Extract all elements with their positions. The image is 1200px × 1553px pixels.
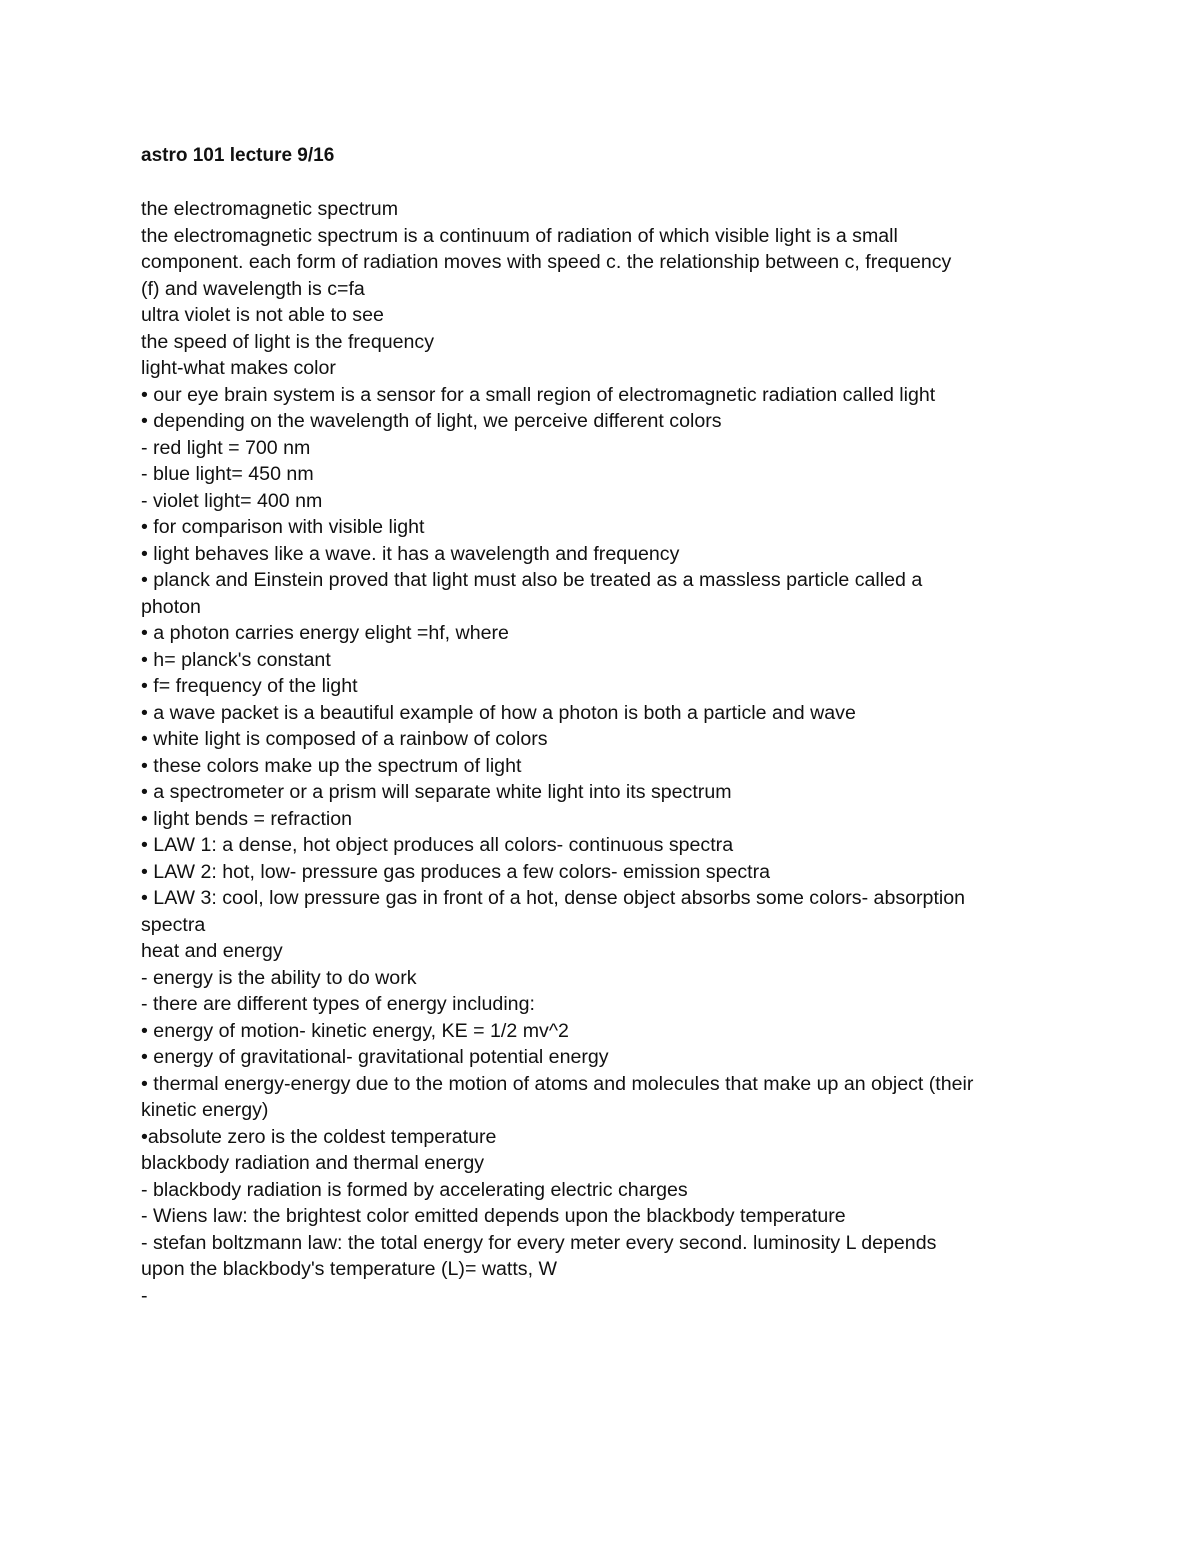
note-line: • energy of gravitational- gravitational potential energy xyxy=(141,1046,609,1068)
note-line: • f= frequency of the light xyxy=(141,675,358,697)
note-line: • depending on the wavelength of light, we perceive different colors xyxy=(141,410,722,432)
note-line: •absolute zero is the coldest temperature xyxy=(141,1125,497,1148)
note-line: • light bends = refraction xyxy=(141,807,353,830)
note-line: the electromagnetic spectrum xyxy=(141,198,399,220)
note-line: (f) and wavelength is c=fa xyxy=(141,277,365,300)
note-line: • planck and Einstein proved that light must also be treated as a massless particle called a xyxy=(141,569,923,591)
note-line: • LAW 1: a dense, hot object produces all colors- continuous spectra xyxy=(141,834,734,856)
document-content xyxy=(141,143,1081,1309)
note-line: component. each form of radiation moves with speed c. the relationship between c, frequency xyxy=(141,251,952,273)
note-line: - stefan boltzmann law: the total energy for every meter every second. luminosity L depends xyxy=(141,1231,937,1254)
note-line: - blue light= 450 nm xyxy=(141,463,314,485)
note-line: spectra xyxy=(141,913,206,936)
note-line: • for comparison with visible light xyxy=(141,516,425,538)
note-line: the speed of light is the frequency xyxy=(141,330,435,353)
note-line: kinetic energy) xyxy=(141,1099,269,1121)
note-line: ultra violet is not able to see xyxy=(141,304,384,326)
note-line: • LAW 2: hot, low- pressure gas produces a few colors- emission spectra xyxy=(141,860,771,883)
note-line: - blackbody radiation is formed by accelerating electric charges xyxy=(141,1178,688,1201)
notes-list xyxy=(141,196,1081,1309)
note-line: photon xyxy=(141,595,201,618)
note-line: light-what makes color xyxy=(141,357,336,379)
note-line: - there are different types of energy including: xyxy=(141,993,535,1015)
note-line: upon the blackbody's temperature (L)= watts, W xyxy=(141,1258,557,1280)
page-title: astro 101 lecture 9/16 xyxy=(141,145,335,166)
note-line: • light behaves like a wave. it has a wavelength and frequency xyxy=(141,542,680,565)
note-line: • thermal energy-energy due to the motion of atoms and molecules that make up an object (their xyxy=(141,1072,974,1095)
note-line: • LAW 3: cool, low pressure gas in front of a hot, dense object absorbs some colors- absorption xyxy=(141,887,966,909)
note-line: • white light is composed of a rainbow of colors xyxy=(141,728,548,750)
note-line: the electromagnetic spectrum is a continuum of radiation of which visible light is a small xyxy=(141,224,898,247)
note-line: - energy is the ability to do work xyxy=(141,966,417,989)
note-line: - violet light= 400 nm xyxy=(141,489,323,512)
note-line: • a wave packet is a beautiful example of how a photon is both a particle and wave xyxy=(141,701,856,724)
note-line: • energy of motion- kinetic energy, KE = 1/2 mv^2 xyxy=(141,1019,569,1042)
note-line: • a photon carries energy elight =hf, where xyxy=(141,622,509,644)
note-line: - red light = 700 nm xyxy=(141,436,311,459)
note-line: heat and energy xyxy=(141,940,283,962)
note-line: blackbody radiation and thermal energy xyxy=(141,1152,485,1174)
note-line: • h= planck's constant xyxy=(141,648,331,671)
note-line: • these colors make up the spectrum of light xyxy=(141,754,522,777)
note-line: - xyxy=(141,1284,148,1307)
note-line: • a spectrometer or a prism will separate white light into its spectrum xyxy=(141,781,732,803)
note-line: - Wiens law: the brightest color emitted depends upon the blackbody temperature xyxy=(141,1205,846,1227)
note-line: • our eye brain system is a sensor for a small region of electromagnetic radiation called light xyxy=(141,383,936,406)
